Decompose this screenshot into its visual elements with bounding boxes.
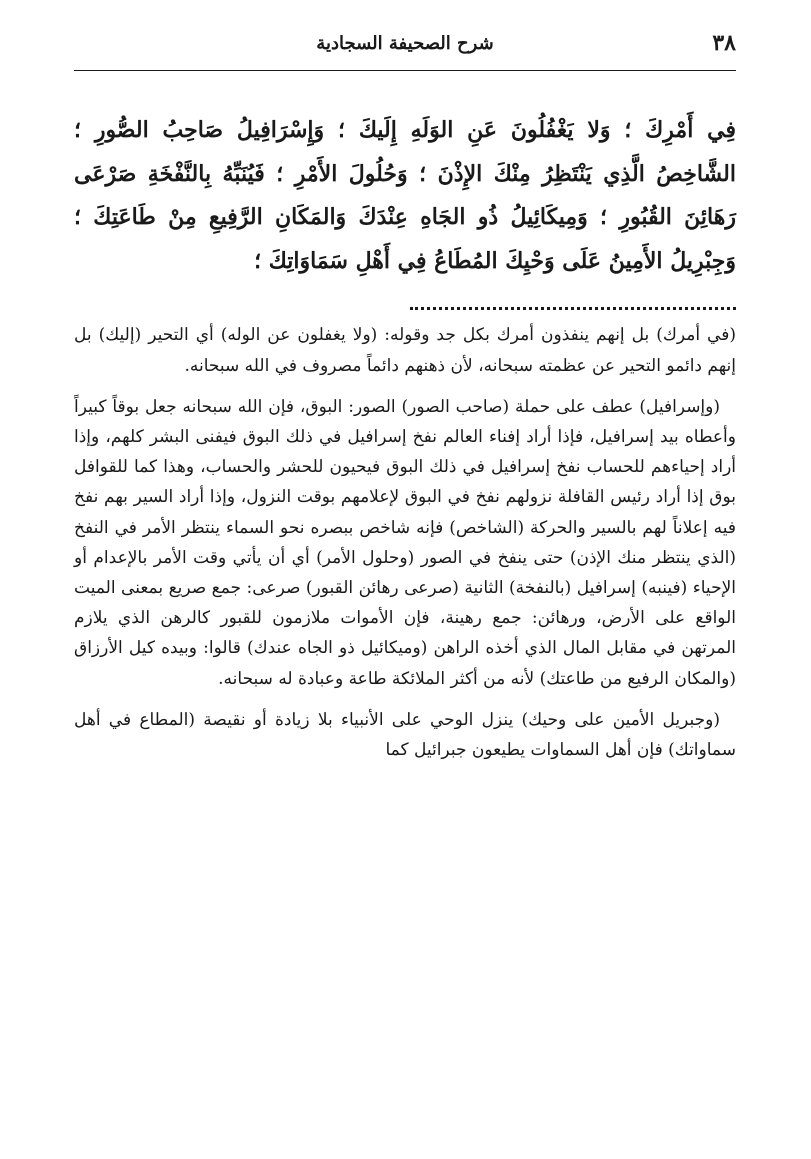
commentary-paragraph: (في أمرك) بل إنهم ينفذون أمرك بكل جد وقوله: (ولا يغفلون عن الوله) أي التحير (إليك) بل إنهم دائمو التحير عن عظمته سبحانه، لأن ذهنهم دائماً مصروف في الله سبحانه. xyxy=(74,325,736,376)
commentary-paragraph: (وإسرافيل) عطف على حملة (صاحب الصور) الصور: البوق، فإن الله سبحانه جعل بوقاً كبيراً وأعطاه بيد إسرافيل، فإذا أراد إفناء العالم نفخ إسرافيل في ذلك البوق فيفنى البشر كلهم، وإذا أراد إحياءهم للحساب نفخ إسرافيل في ذلك البوق فيحيون للحشر والحساب، وهذا كما للقوافل بوق إذا أراد رئيس القافلة نزولهم نفخ في البوق لإعلامهم بوقت النزول، وإذا أراد السير بهم نفخ فيه إعلاناً لهم بالسير والحركة (الشاخص) فإنه شاخص ببصره نحو السماء ينتظر الأمر في النفخ (الذي ينتظر منك الإذن) حتى ينفخ في الصور (وحلول الأمر) أي أن يأتي وقت الأمر بالإعدام أو الإحياء (فينبه) إسرافيل (بالنفخة) الثانية (صرعى رهائن القبور) صرعى: جمع صريع بمعنى الميت الواقع على الأرض، ورهائن: جمع رهينة، فإن الأموات ملازمون للقبور كالرهن الذي يلازم المرتهن في مقابل المال الذي أخذه الراهن (وميكائيل ذو الجاه عندك) قالوا: وبيده كيل الأرزاق (والمكان الرفيع من طاعتك) لأنه من أكثر الملائكة طاعة وعبادة له سبحانه. xyxy=(74,396,736,689)
dotted-separator xyxy=(410,307,736,310)
book-page xyxy=(74,26,736,1136)
running-header xyxy=(74,26,736,71)
commentary-paragraph: (وجبريل الأمين على وحيك) ينزل الوحي على الأنبياء بلا زيادة أو نقيصة (المطاع في أهل سماواتك) فإن أهل السماوات يطيعون جبرائيل كما xyxy=(74,709,736,761)
book-title: شرح الصحيفة السجادية xyxy=(316,33,494,54)
commentary-section xyxy=(74,320,736,765)
supplication-text: فِي أَمْرِكَ ؛ وَلا يَغْفُلُونَ عَنِ الوَلَهِ إِلَيكَ ؛ وَإِسْرَافِيلُ صَاحِبُ الصُّورِ ؛ الشَّاخِصُ الَّذِي يَنْتَظِرُ مِنْكَ الإِذْنَ ؛ وَحُلُولَ الأَمْرِ ؛ فَيُنَبِّهُ بِالنَّفْخَةِ صَرْعَى رَهَائِنَ القُبُورِ ؛ وَمِيكَائِيلُ ذُو الجَاهِ عِنْدَكَ وَالمَكَانِ الرَّفِيعِ مِنْ طَاعَتِكَ ؛ وَجِبْرِيلُ الأَمِينُ عَلَى وَحْيِكَ المُطَاعُ فِي أَهْلِ سَمَاوَاتِكَ ؛ xyxy=(74,117,736,274)
page-number: ٣٨ xyxy=(712,30,736,56)
